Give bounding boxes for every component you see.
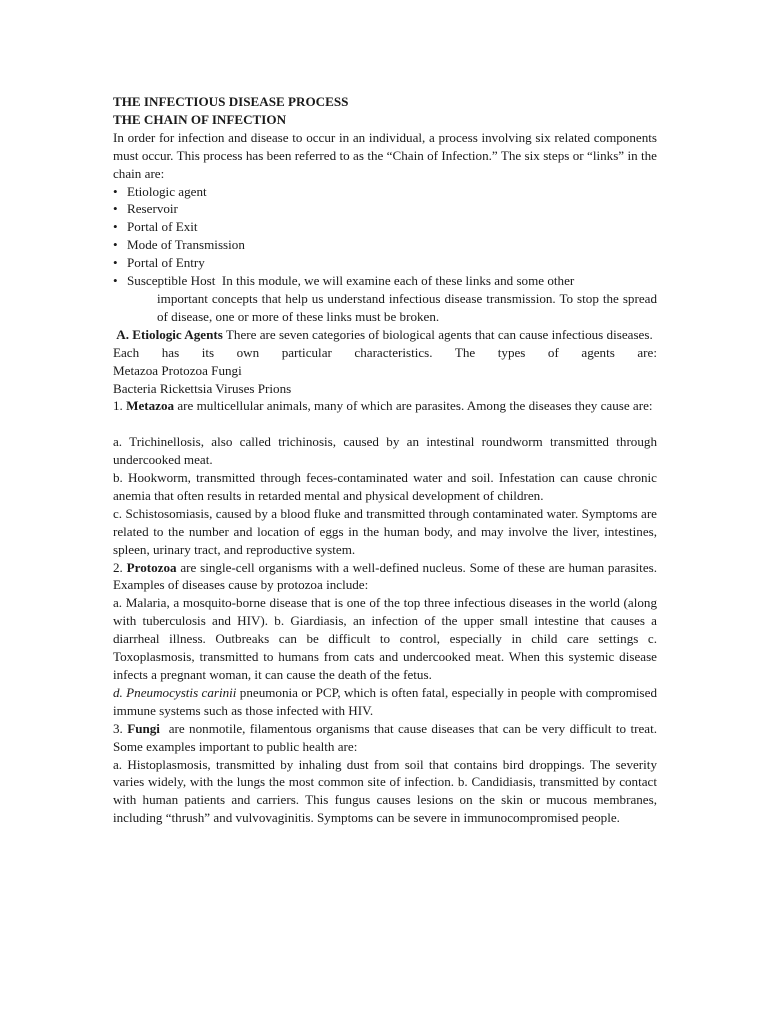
metazoa-term: Metazoa (126, 398, 175, 414)
protozoa-item-d (113, 684, 657, 720)
section-a-paragraph (113, 326, 657, 344)
link-label: Portal of Entry (127, 255, 205, 271)
metazoa-paragraph (113, 397, 657, 415)
title-infectious-disease-process: THE INFECTIOUS DISEASE PROCESS (113, 94, 349, 109)
chain-links-list (113, 183, 657, 290)
list-item (113, 272, 657, 290)
bullet-icon: • (113, 183, 118, 199)
document-page (113, 93, 661, 827)
protozoa-item-d-italic: d. Pneumocystis carinii (113, 684, 237, 700)
protozoa-item-d-text: pneumonia or PCP, which is often fatal, especially in people with compromised immune systems such as those infected with HIV. (113, 684, 657, 718)
metazoa-item-c: c. Schistosomiasis, caused by a blood fluke and transmitted through contaminated water. Symptoms are related to the number and location of eggs in the human body, and may involve the liver, intestines, spleen, urinary tract, and reproductive system. (113, 505, 657, 557)
list-item (113, 200, 657, 218)
metazoa-item-b: b. Hookworm, transmitted through feces-contaminated water and soil. Infestation can cause chronic anemia that often results in retarded mental and physical development of children. (113, 470, 657, 503)
link-label: Etiologic agent (127, 183, 207, 199)
list-item (113, 254, 657, 272)
bullet-icon: • (113, 219, 118, 235)
module-continuation: important concepts that help us understand infectious disease transmission. To stop the spread of disease, one or more of these links must be broken. (157, 290, 657, 324)
section-a-heading: A. Etiologic Agents (113, 326, 223, 342)
bullet-icon: • (113, 273, 118, 289)
title-chain-of-infection: THE CHAIN OF INFECTION (113, 111, 287, 127)
protozoa-paragraph (113, 559, 657, 595)
link-label: Susceptible Host In this module, we will examine each of these links and some other (127, 273, 575, 289)
protozoa-term: Protozoa (126, 559, 177, 575)
bullet-icon: • (113, 201, 118, 217)
intro-paragraph: In order for infection and disease to occur in an individual, a process involving six related components must occur. This process has been referred to as the “Chain of Infection.” The six steps or “links” in the chain are: (113, 129, 657, 181)
blank-line (113, 415, 657, 433)
link-label: Reservoir (127, 201, 178, 217)
link-label: Portal of Exit (127, 219, 198, 235)
list-item (113, 183, 657, 201)
metazoa-number: 1. (113, 398, 127, 414)
types-row-1: Metazoa Protozoa Fungi (113, 362, 242, 378)
bullet-icon: • (113, 237, 118, 253)
types-row-2: Bacteria Rickettsia Viruses Prions (113, 380, 292, 396)
types-intro: Each has its own particular characteristics. The types of agents are: (113, 344, 657, 360)
protozoa-number: 2. (113, 559, 127, 575)
metazoa-text: are multicellular animals, many of which are parasites. Among the diseases they cause are: (174, 398, 653, 414)
fungi-number: 3. (113, 720, 128, 736)
link-label: Mode of Transmission (127, 237, 245, 253)
list-item (113, 236, 657, 254)
protozoa-text: are single-cell organisms with a well-defined nucleus. Some of these are human parasites. Examples of diseases cause by protozoa include: (113, 559, 657, 593)
protozoa-items-abc: a. Malaria, a mosquito-borne disease that is one of the top three infectious diseases in the world (along with tuberculosis and HIV). b. Giardiasis, an infection of the upper small intestine that causes a diarrheal illness. Outbreaks can be difficult to control, especially in child care settings c. Toxoplasmosis, transmitted to humans from cats and undercooked meat. When this systemic disease infects a pregnant woman, it can cause the death of the fetus. (113, 595, 657, 682)
list-item (113, 218, 657, 236)
fungi-text: are nonmotile, filamentous organisms that cause diseases that can be very difficult to treat. Some examples important to public health are: (113, 720, 661, 754)
section-a-text: There are seven categories of biological agents that can cause infectious diseases. (222, 326, 653, 342)
fungi-term: Fungi (127, 720, 160, 736)
bullet-icon: • (113, 255, 118, 271)
fungi-items-ab: a. Histoplasmosis, transmitted by inhaling dust from soil that contains bird droppings. The severity varies widely, with the lungs the most common site of infection. b. Candidiasis, transmitted by contact with human patients and carriers. This fungus causes lesions on the skin or mucous membranes, including “thrush” and vulvovaginitis. Symptoms can be severe in immunocompromised people. (113, 756, 657, 826)
metazoa-item-a: a. Trichinellosis, also called trichinosis, caused by an intestinal roundworm transmitted through undercooked meat. (113, 434, 657, 468)
fungi-paragraph (113, 720, 661, 756)
